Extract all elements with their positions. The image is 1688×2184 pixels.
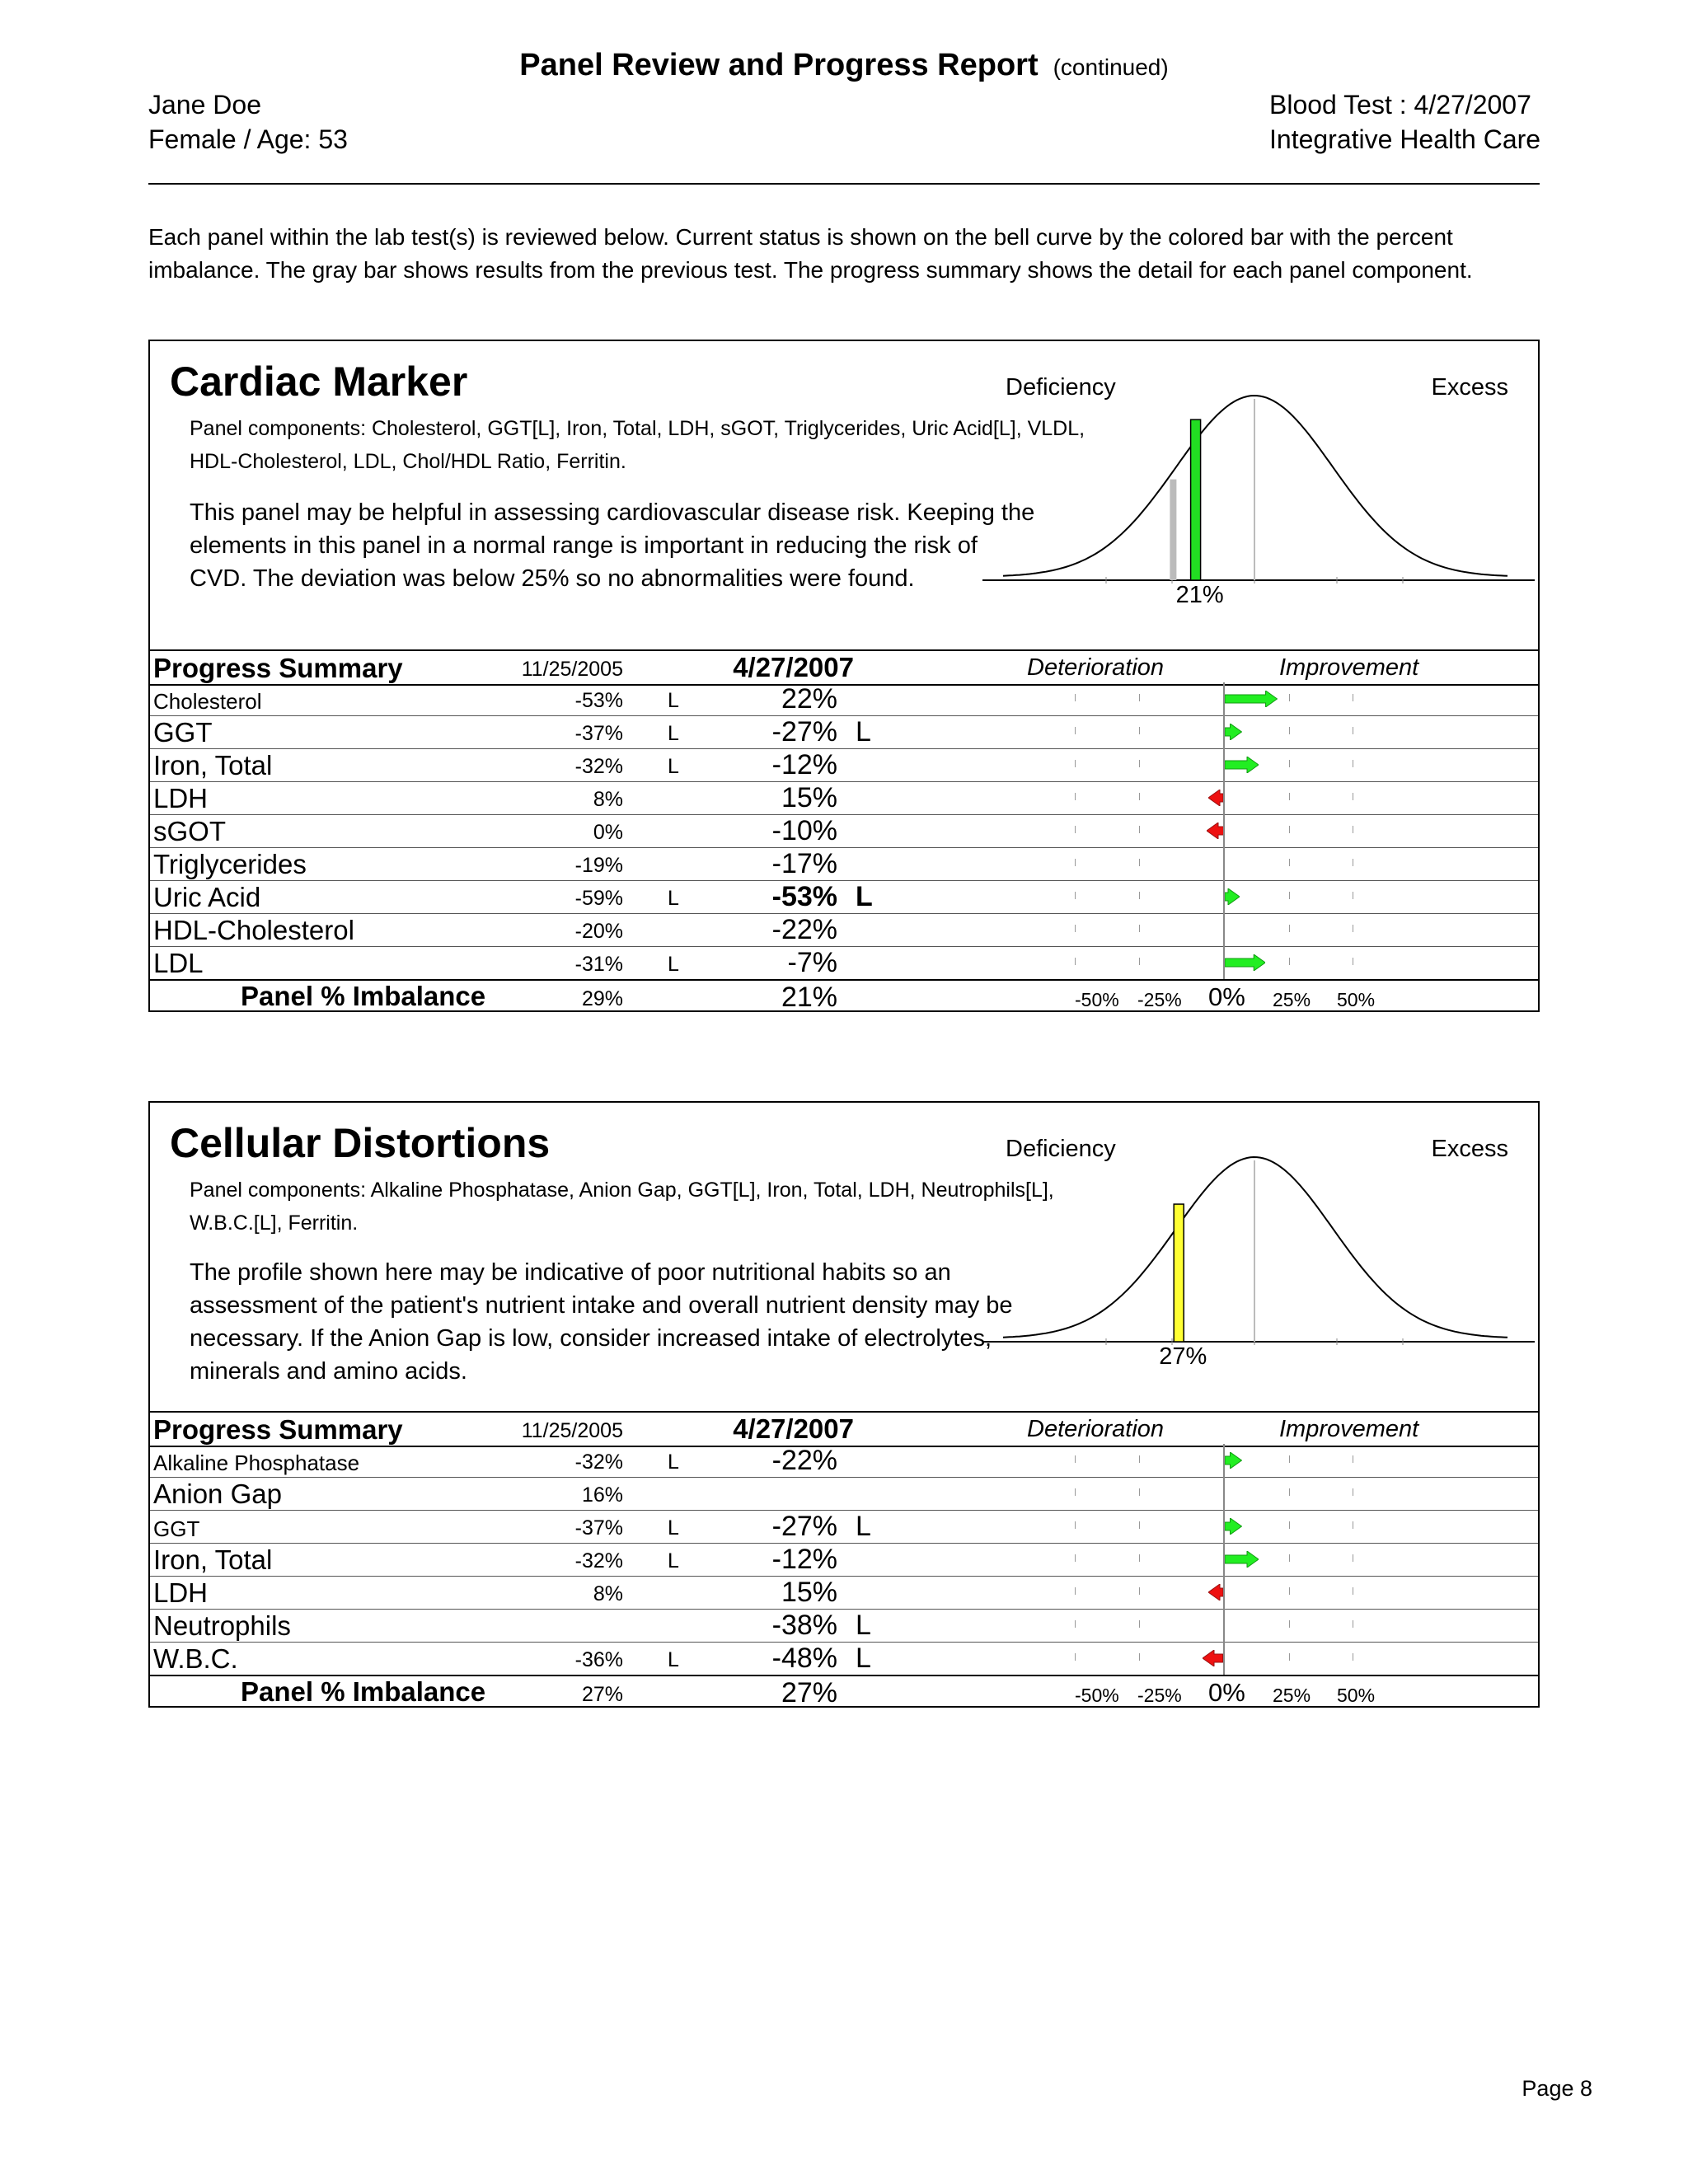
component-name: GGT: [153, 717, 213, 748]
table-row: [150, 814, 1538, 848]
previous-value: -59%: [574, 887, 623, 910]
component-name: Alkaline Phosphatase: [153, 1451, 360, 1475]
previous-value: -53%: [574, 689, 623, 712]
axis-label: 25%: [1273, 1685, 1311, 1706]
axis-label: 50%: [1337, 989, 1376, 1010]
component-name: W.B.C.: [153, 1643, 238, 1674]
bell-curve: [982, 1152, 1535, 1366]
previous-value: -19%: [574, 854, 623, 877]
current-imbalance: 21%: [781, 982, 837, 1013]
previous-value: -37%: [574, 1516, 623, 1540]
header-divider: [148, 183, 1540, 185]
current-value: -22%: [771, 914, 837, 945]
current-flag: L: [856, 881, 873, 912]
previous-imbalance-bar: [1170, 480, 1176, 580]
progress-summary-header: [150, 649, 1538, 686]
current-date: 4/27/2007: [733, 1413, 854, 1444]
current-imbalance-bar: [1191, 419, 1201, 580]
current-flag: L: [856, 716, 871, 748]
previous-flag: L: [668, 1648, 679, 1671]
previous-flag: L: [668, 1549, 679, 1572]
scale-tick: [1289, 1620, 1290, 1628]
improvement-arrow: [1225, 1452, 1242, 1469]
panel-imbalance-label: Panel % Imbalance: [241, 981, 486, 1011]
axis-label: -50%: [1075, 1685, 1119, 1706]
scale-tick: [1075, 1488, 1076, 1496]
current-value: -22%: [771, 1445, 837, 1476]
zero-line: [1223, 913, 1225, 946]
component-name: LDH: [153, 1577, 209, 1608]
table-row: [150, 682, 1538, 716]
component-name: Triglycerides: [153, 849, 307, 879]
panel-title: Cardiac Marker: [170, 359, 468, 405]
previous-flag: L: [668, 1516, 679, 1540]
component-name: Uric Acid: [153, 882, 261, 912]
axis-label: 25%: [1273, 989, 1311, 1010]
scale-tick: [1139, 793, 1140, 800]
improvement-arrow: [1225, 1518, 1242, 1535]
scale-tick: [1075, 859, 1076, 866]
deterioration-label: Deterioration: [1027, 1416, 1165, 1442]
panel-description: The profile shown here may be indicative of poor nutritional habits so an assessment of the patient's nutrient intake and overall nutrient density may be necessary. If the Anion Gap is low, consider increased intake of electrolytes, minerals and amino acids.: [190, 1259, 1013, 1385]
previous-imbalance: 29%: [581, 987, 623, 1010]
current-value: 15%: [781, 1577, 837, 1608]
table-row: [150, 748, 1538, 782]
previous-flag: L: [668, 1451, 679, 1474]
test-block: [1269, 87, 1540, 157]
zero-line: [1223, 1576, 1225, 1609]
scale-tick: [1139, 1653, 1140, 1661]
title-text: Panel Review and Progress Report: [519, 48, 1039, 82]
scale-tick: [1139, 1521, 1140, 1529]
panel-description: This panel may be helpful in assessing cardiovascular disease risk. Keeping the elements in this panel in a normal range is important in reducing the risk of CVD. The deviation was below 25% so no abnormalities were found.: [190, 499, 1035, 592]
previous-value: -20%: [574, 920, 623, 943]
current-date: 4/27/2007: [733, 652, 854, 682]
table-row: [150, 1543, 1538, 1577]
scale-tick: [1075, 793, 1076, 800]
progress-summary-header: [150, 1411, 1538, 1447]
page-number: Page 8: [1522, 2076, 1592, 2101]
previous-value: -31%: [574, 953, 623, 976]
scale-tick: [1289, 1554, 1290, 1562]
scale-tick: [1289, 1587, 1290, 1595]
table-row: [150, 946, 1538, 980]
previous-flag: L: [668, 755, 679, 778]
scale-tick: [1075, 760, 1076, 767]
current-value: -17%: [771, 848, 837, 879]
scale-tick: [1075, 958, 1076, 965]
improvement-arrow: [1225, 1551, 1259, 1568]
table-row: [150, 1444, 1538, 1478]
scale-tick: [1139, 958, 1140, 965]
scale-tick: [1139, 760, 1140, 767]
practice-name: Integrative Health Care: [1269, 124, 1541, 154]
scale-tick: [1075, 1653, 1076, 1661]
current-imbalance-label: 21%: [1175, 582, 1224, 608]
test-date: Blood Test : 4/27/2007: [1269, 90, 1531, 120]
scale-tick: [1139, 727, 1140, 734]
current-value: 22%: [781, 683, 837, 715]
previous-flag: L: [668, 887, 679, 910]
scale-tick: [1075, 1521, 1076, 1529]
table-row: [150, 880, 1538, 914]
panel-imbalance-row: [150, 1675, 1538, 1709]
scale-tick: [1289, 925, 1290, 932]
component-name: Cholesterol: [153, 689, 262, 714]
axis-label: -50%: [1075, 989, 1119, 1010]
improvement-label: Improvement: [1279, 654, 1419, 681]
table-row: [150, 1576, 1538, 1610]
deterioration-arrow: [1207, 823, 1224, 839]
scale-tick: [1139, 892, 1140, 899]
improvement-arrow: [1225, 888, 1240, 905]
current-value: -53%: [771, 881, 837, 912]
current-value: -27%: [771, 1511, 837, 1542]
excess-label: Excess: [1431, 1136, 1508, 1162]
deficiency-label: Deficiency: [1006, 1136, 1116, 1162]
deterioration-arrow: [1208, 1584, 1223, 1601]
current-value: -12%: [771, 1544, 837, 1575]
component-name: Anion Gap: [153, 1479, 282, 1509]
improvement-arrow: [1225, 954, 1265, 971]
current-flag: L: [856, 1610, 871, 1641]
scale-tick: [1139, 826, 1140, 833]
component-name: LDH: [153, 783, 209, 813]
scale-tick: [1289, 760, 1290, 767]
intro-text: Each panel within the lab test(s) is reviewed below. Current status is shown on the bell curve by the colored bar with the percent imbalance. The gray bar shows results from the previous test. The progress summary shows the detail for each panel component.: [148, 224, 1473, 283]
current-value: -10%: [771, 815, 837, 846]
scale-tick: [1289, 892, 1290, 899]
deterioration-label: Deterioration: [1027, 654, 1165, 681]
zero-line: [1223, 1609, 1225, 1642]
previous-value: -32%: [574, 755, 623, 778]
scale-tick: [1139, 1488, 1140, 1496]
continued-label: (continued): [1053, 54, 1169, 80]
current-value: 15%: [781, 782, 837, 813]
excess-label: Excess: [1431, 374, 1508, 401]
zero-line: [1223, 814, 1225, 847]
component-name: LDL: [153, 948, 204, 978]
previous-value: 16%: [581, 1483, 623, 1507]
component-name: sGOT: [153, 816, 226, 846]
current-value: -48%: [771, 1643, 837, 1674]
improvement-arrow: [1225, 691, 1278, 707]
zero-line: [1223, 1642, 1225, 1675]
scale-tick: [1289, 859, 1290, 866]
current-flag: L: [856, 1643, 871, 1674]
current-value: -12%: [771, 749, 837, 780]
table-row: [150, 1609, 1538, 1643]
scale-tick: [1075, 892, 1076, 899]
previous-value: 8%: [593, 1582, 623, 1605]
table-row: [150, 1477, 1538, 1511]
component-name: Iron, Total: [153, 750, 273, 780]
previous-value: -32%: [574, 1451, 623, 1474]
scale-tick: [1289, 793, 1290, 800]
deficiency-label: Deficiency: [1006, 374, 1116, 401]
scale-tick: [1139, 1455, 1140, 1463]
panel-components: Panel components: Alkaline Phosphatase, Anion Gap, GGT[L], Iron, Total, LDH, Neutrophils[L], W.B.C.[L], Ferritin.: [190, 1179, 1054, 1235]
previous-value: 8%: [593, 788, 623, 811]
current-imbalance-label: 27%: [1159, 1343, 1207, 1370]
scale-tick: [1075, 1554, 1076, 1562]
axis-label: 50%: [1337, 1685, 1376, 1706]
scale-tick: [1139, 859, 1140, 866]
axis-label: -25%: [1137, 989, 1182, 1010]
report-title: [0, 48, 1688, 83]
previous-value: -37%: [574, 722, 623, 745]
scale-tick: [1139, 1587, 1140, 1595]
component-name: GGT: [153, 1516, 200, 1541]
scale-tick: [1075, 826, 1076, 833]
previous-value: -32%: [574, 1549, 623, 1572]
panel-cardiac-marker: [148, 340, 1540, 1012]
scale-tick: [1075, 1587, 1076, 1595]
scale-tick: [1289, 958, 1290, 965]
patient-info: Female / Age: 53: [148, 124, 348, 154]
current-value: -7%: [787, 947, 837, 978]
scale-tick: [1139, 694, 1140, 701]
axis-label: 0%: [1208, 1678, 1245, 1707]
panel-imbalance-row: [150, 979, 1538, 1014]
patient-name: Jane Doe: [148, 90, 261, 120]
previous-flag: L: [668, 722, 679, 745]
improvement-arrow: [1225, 757, 1259, 773]
panel-cellular-distortions: [148, 1101, 1540, 1708]
component-name: Iron, Total: [153, 1544, 273, 1575]
bell-curve: [982, 391, 1535, 605]
component-name: Neutrophils: [153, 1610, 291, 1641]
axis-label: -25%: [1137, 1685, 1182, 1706]
scale-tick: [1139, 1620, 1140, 1628]
table-row: [150, 1510, 1538, 1544]
current-imbalance: 27%: [781, 1677, 837, 1708]
scale-tick: [1289, 694, 1290, 701]
current-flag: L: [856, 1511, 871, 1542]
scale-tick: [1075, 1455, 1076, 1463]
table-row: [150, 715, 1538, 749]
patient-block: [148, 87, 348, 157]
zero-line: [1223, 847, 1225, 880]
scale-tick: [1289, 1653, 1290, 1661]
progress-summary-title: Progress Summary: [153, 653, 403, 683]
previous-flag: L: [668, 953, 679, 976]
current-value: -27%: [771, 716, 837, 748]
scale-tick: [1289, 826, 1290, 833]
scale-tick: [1289, 1488, 1290, 1496]
previous-value: 0%: [593, 821, 623, 844]
previous-imbalance: 27%: [581, 1683, 623, 1706]
improvement-label: Improvement: [1279, 1416, 1419, 1442]
deterioration-arrow: [1203, 1650, 1223, 1666]
previous-flag: L: [668, 689, 679, 712]
scale-tick: [1075, 1620, 1076, 1628]
component-name: HDL-Cholesterol: [153, 915, 354, 945]
previous-value: -36%: [574, 1648, 623, 1671]
scale-tick: [1075, 925, 1076, 932]
scale-tick: [1075, 727, 1076, 734]
panel-title: Cellular Distortions: [170, 1120, 551, 1166]
table-row: [150, 781, 1538, 815]
table-row: [150, 913, 1538, 947]
axis-label: 0%: [1208, 982, 1245, 1011]
panel-components: Panel components: Cholesterol, GGT[L], Iron, Total, LDH, sGOT, Triglycerides, Uric Acid[L], VLDL, HDL-Cholesterol, LDL, Chol/HDL Ratio, Ferritin.: [190, 417, 1085, 473]
zero-line: [1223, 781, 1225, 814]
improvement-arrow: [1225, 724, 1242, 740]
table-row: [150, 1642, 1538, 1675]
scale-tick: [1289, 1521, 1290, 1529]
progress-summary-title: Progress Summary: [153, 1414, 403, 1445]
scale-tick: [1139, 1554, 1140, 1562]
current-value: -38%: [771, 1610, 837, 1641]
current-imbalance-bar: [1174, 1204, 1184, 1342]
zero-line: [1223, 1477, 1225, 1510]
previous-date: 11/25/2005: [521, 658, 623, 681]
scale-tick: [1289, 1455, 1290, 1463]
panel-imbalance-label: Panel % Imbalance: [241, 1676, 486, 1707]
scale-tick: [1289, 727, 1290, 734]
previous-date: 11/25/2005: [521, 1419, 623, 1442]
scale-tick: [1139, 925, 1140, 932]
table-row: [150, 847, 1538, 881]
scale-tick: [1075, 694, 1076, 701]
deterioration-arrow: [1208, 790, 1223, 806]
